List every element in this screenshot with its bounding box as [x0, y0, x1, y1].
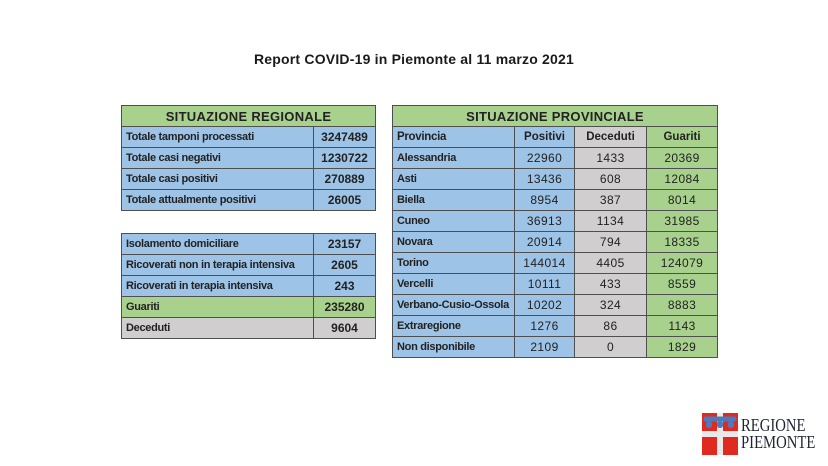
row-label: Totale casi negativi	[122, 148, 314, 169]
row-value: 3247489	[314, 127, 376, 148]
table-row	[122, 169, 376, 190]
province-name: Non disponibile	[393, 337, 515, 358]
guariti-value: 31985	[647, 211, 718, 232]
positivi-value: 10111	[515, 274, 575, 295]
table-row	[122, 127, 376, 148]
positivi-value: 22960	[515, 148, 575, 169]
deceduti-value: 0	[575, 337, 647, 358]
table-row	[393, 337, 718, 358]
column-header-row	[393, 127, 718, 148]
row-value: 243	[314, 276, 376, 297]
table-row	[122, 297, 376, 318]
province-name: Extraregione	[393, 316, 515, 337]
guariti-value: 8014	[647, 190, 718, 211]
guariti-value: 20369	[647, 148, 718, 169]
row-value: 270889	[314, 169, 376, 190]
positivi-value: 13436	[515, 169, 575, 190]
deceduti-value: 324	[575, 295, 647, 316]
row-label: Guariti	[122, 297, 314, 318]
guariti-value: 1829	[647, 337, 718, 358]
row-label: Totale tamponi processati	[122, 127, 314, 148]
row-label: Ricoverati non in terapia intensiva	[122, 255, 314, 276]
table-header-row	[393, 106, 718, 127]
regional-summary-table	[121, 105, 376, 211]
province-name: Novara	[393, 232, 515, 253]
row-value: 1230722	[314, 148, 376, 169]
table-row	[393, 253, 718, 274]
regione-piemonte-logo	[702, 413, 828, 455]
row-label: Deceduti	[122, 318, 314, 339]
deceduti-value: 1134	[575, 211, 647, 232]
deceduti-value: 608	[575, 169, 647, 190]
table-row	[393, 274, 718, 295]
provincial-table	[392, 105, 718, 358]
column-header-positivi: Positivi	[515, 127, 575, 148]
table-row	[393, 190, 718, 211]
guariti-value: 8883	[647, 295, 718, 316]
deceduti-value: 433	[575, 274, 647, 295]
column-header-deceduti: Deceduti	[575, 127, 647, 148]
positivi-value: 144014	[515, 253, 575, 274]
table-row	[393, 169, 718, 190]
positivi-value: 2109	[515, 337, 575, 358]
province-name: Biella	[393, 190, 515, 211]
row-label: Ricoverati in terapia intensiva	[122, 276, 314, 297]
deceduti-value: 387	[575, 190, 647, 211]
province-name: Torino	[393, 253, 515, 274]
row-label: Isolamento domiciliare	[122, 234, 314, 255]
positivi-value: 10202	[515, 295, 575, 316]
deceduti-value: 86	[575, 316, 647, 337]
table-row	[122, 148, 376, 169]
table-row	[393, 148, 718, 169]
logo-line2: PIEMONTE	[741, 432, 816, 452]
table-row	[122, 190, 376, 211]
table-row	[122, 255, 376, 276]
positivi-value: 1276	[515, 316, 575, 337]
row-value: 235280	[314, 297, 376, 318]
positivi-value: 20914	[515, 232, 575, 253]
province-name: Cuneo	[393, 211, 515, 232]
logo-text	[741, 417, 815, 450]
positivi-value: 8954	[515, 190, 575, 211]
table-row	[122, 276, 376, 297]
row-value: 26005	[314, 190, 376, 211]
row-value: 2605	[314, 255, 376, 276]
deceduti-value: 4405	[575, 253, 647, 274]
row-value: 23157	[314, 234, 376, 255]
positivi-value: 36913	[515, 211, 575, 232]
column-header-provincia: Provincia	[393, 127, 515, 148]
guariti-value: 1143	[647, 316, 718, 337]
logo-line1: REGIONE	[741, 415, 806, 436]
province-name: Vercelli	[393, 274, 515, 295]
deceduti-value: 794	[575, 232, 647, 253]
row-value: 9604	[314, 318, 376, 339]
table-row	[122, 234, 376, 255]
table-row	[393, 232, 718, 253]
guariti-value: 12084	[647, 169, 718, 190]
province-name: Alessandria	[393, 148, 515, 169]
row-label: Totale attualmente positivi	[122, 190, 314, 211]
row-label: Totale casi positivi	[122, 169, 314, 190]
table-header-row	[122, 106, 376, 127]
regional-detail-table	[121, 233, 376, 339]
regional-table-title: SITUAZIONE REGIONALE	[122, 106, 376, 127]
table-row	[393, 295, 718, 316]
guariti-value: 18335	[647, 232, 718, 253]
guariti-value: 124079	[647, 253, 718, 274]
deceduti-value: 1433	[575, 148, 647, 169]
table-row	[393, 316, 718, 337]
province-name: Asti	[393, 169, 515, 190]
column-header-guariti: Guariti	[647, 127, 718, 148]
provincial-table-title: SITUAZIONE PROVINCIALE	[393, 106, 718, 127]
province-name: Verbano-Cusio-Ossola	[393, 295, 515, 316]
piemonte-coat-of-arms-icon	[702, 413, 738, 455]
table-row	[393, 211, 718, 232]
guariti-value: 8559	[647, 274, 718, 295]
page-title: Report COVID-19 in Piemonte al 11 marzo 2021	[253, 51, 575, 67]
table-row	[122, 318, 376, 339]
